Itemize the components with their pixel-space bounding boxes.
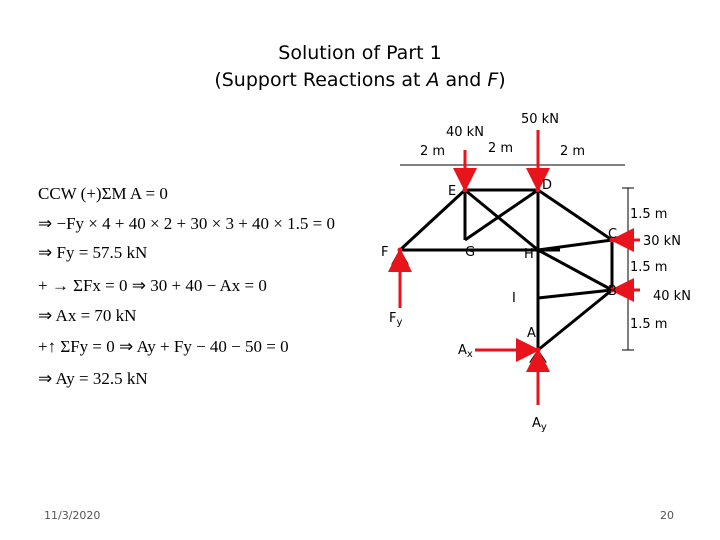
- label-dim-1-5m-2: 1.5 m: [630, 260, 668, 275]
- label-node-A: A: [527, 326, 536, 341]
- label-load-40-B: 40 kN: [653, 289, 691, 304]
- label-load-50: 50 kN: [521, 112, 559, 127]
- label-dim-2m-left: 2 m: [420, 144, 446, 159]
- reaction-Ax-subscript: x: [466, 349, 473, 360]
- title-prefix: (Support Reactions at: [214, 69, 427, 91]
- label-dim-2m-mid: 2 m: [488, 141, 514, 156]
- equation-3: ⇒ Fy = 57.5 kN: [38, 243, 148, 262]
- label-node-D: D: [542, 178, 553, 193]
- label-load-40: 40 kN: [446, 125, 484, 140]
- label-node-H: H: [524, 247, 534, 262]
- reaction-Fy-subscript: y: [396, 317, 403, 328]
- truss-members: [400, 190, 612, 350]
- label-node-C: C: [608, 227, 618, 242]
- reaction-Fy-symbol: F: [389, 311, 397, 326]
- label-reaction-Ay: [532, 416, 547, 433]
- member-HC: [538, 240, 612, 250]
- member-AB: [538, 290, 612, 350]
- member-EF: [400, 190, 465, 250]
- equation-4: + → ΣFx = 0 ⇒ 30 + 40 − Ax = 0: [38, 276, 267, 295]
- title-f: F: [487, 69, 499, 91]
- member-IB: [538, 290, 612, 298]
- title-suffix: ): [498, 69, 506, 91]
- equation-7: ⇒ Ay = 32.5 kN: [38, 369, 148, 388]
- label-node-F: F: [381, 245, 389, 260]
- joint-E: [463, 188, 468, 193]
- reaction-Ax-symbol: A: [458, 343, 467, 358]
- footer-date: 11/3/2020: [44, 509, 101, 522]
- label-node-G: G: [465, 245, 476, 260]
- equation-6: +↑ ΣFy = 0 ⇒ Ay + Fy − 40 − 50 = 0: [38, 337, 289, 356]
- label-dim-1-5m-3: 1.5 m: [630, 317, 668, 332]
- equation-1: CCW (+)ΣM A = 0: [38, 184, 168, 203]
- label-node-I: I: [512, 291, 516, 306]
- equation-2: ⇒ −Fy × 4 + 40 × 2 + 30 × 3 + 40 × 1.5 = 0: [38, 214, 335, 233]
- reaction-Ay-symbol: A: [532, 416, 541, 431]
- label-reaction-Ax: [458, 343, 473, 360]
- title-mid: and: [439, 69, 488, 91]
- label-dim-2m-right: 2 m: [560, 144, 586, 159]
- footer-page-number: 20: [660, 509, 674, 522]
- member-DC: [538, 190, 612, 240]
- label-reaction-Fy: [389, 311, 402, 328]
- title-line-1: Solution of Part 1: [278, 42, 442, 64]
- label-dim-1-5m-1: 1.5 m: [630, 207, 668, 222]
- joint-D: [536, 188, 541, 193]
- joint-A: [536, 348, 541, 353]
- joint-F: [398, 248, 403, 253]
- force-arrows: [400, 130, 640, 405]
- label-node-B: B: [608, 284, 617, 299]
- label-node-E: E: [448, 184, 457, 199]
- title-a: A: [426, 69, 440, 91]
- label-load-30: 30 kN: [643, 234, 681, 249]
- member-HB: [538, 250, 612, 290]
- reaction-Ay-subscript: y: [540, 422, 547, 433]
- equation-5: ⇒ Ax = 70 kN: [38, 306, 137, 325]
